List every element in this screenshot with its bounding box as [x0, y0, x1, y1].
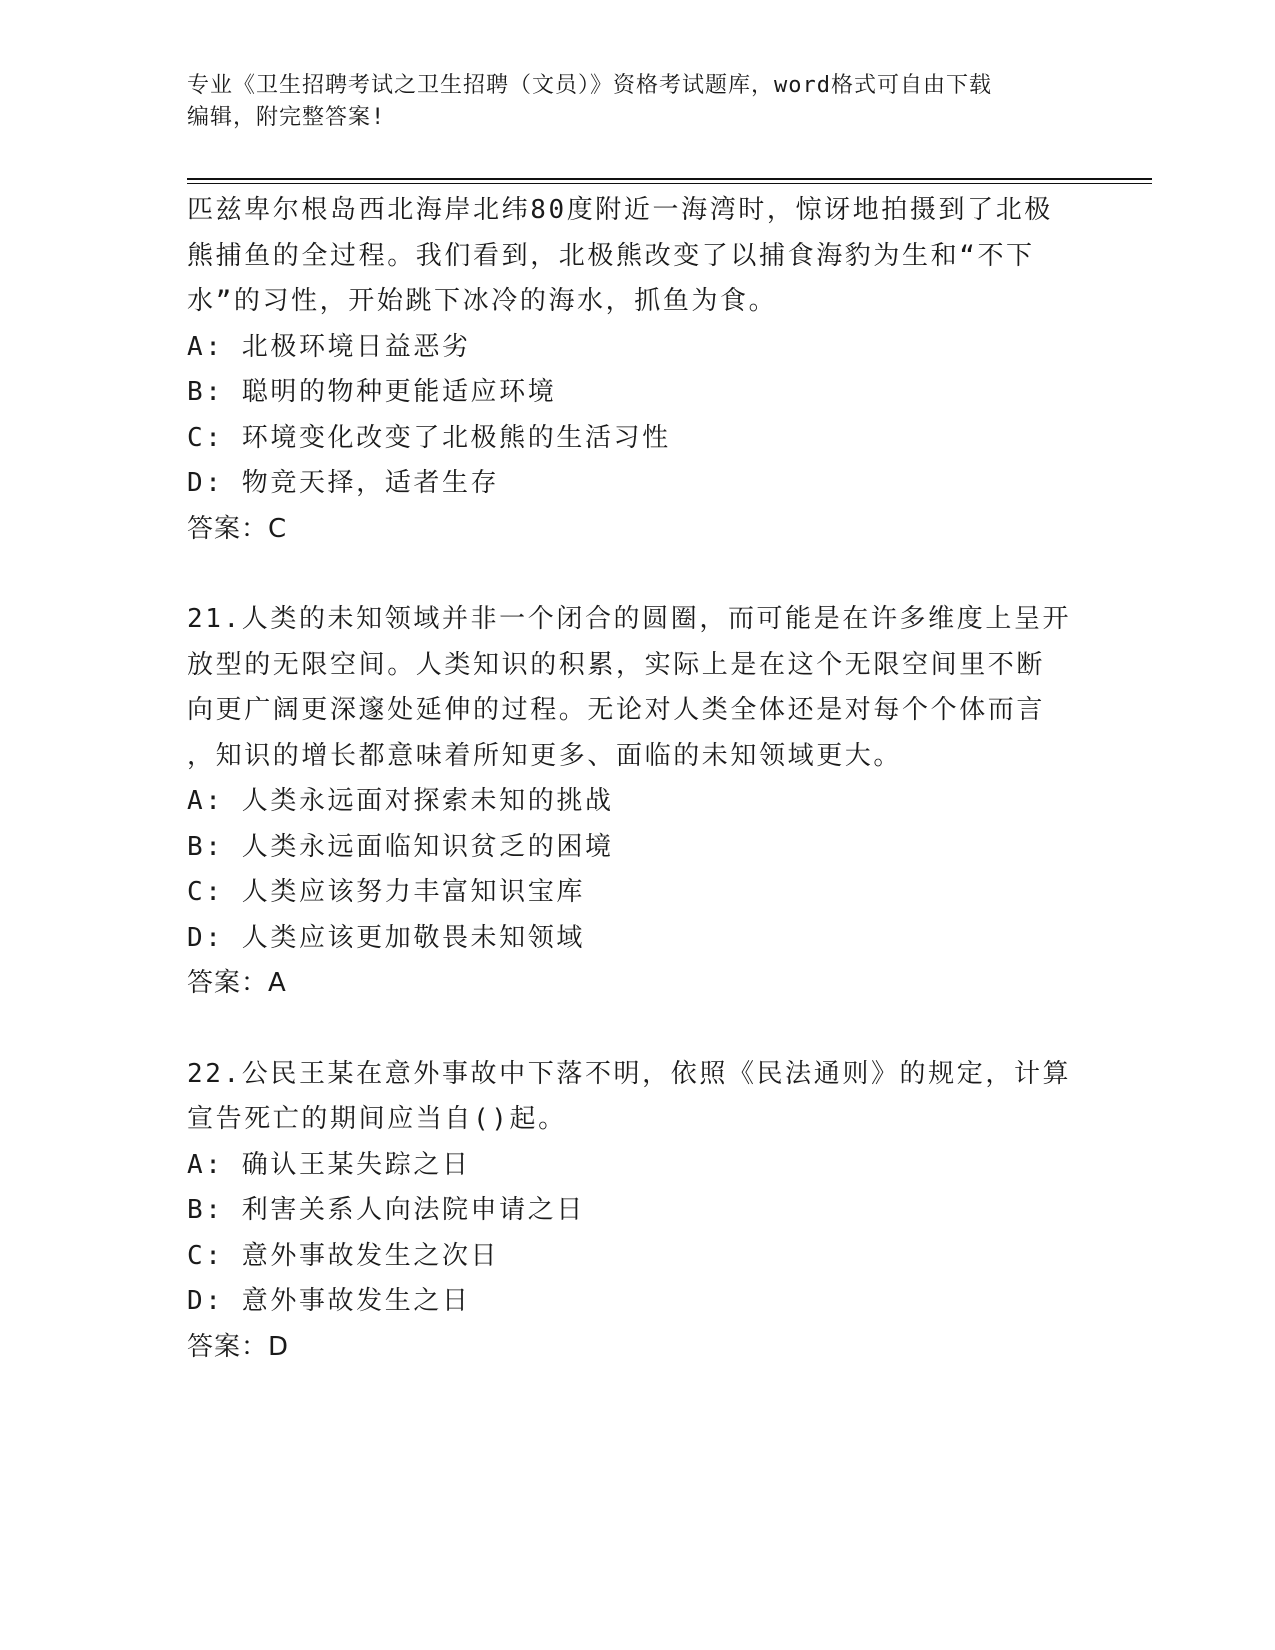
answer-line: 答案：D	[187, 1331, 290, 1362]
option-b: B: 聪明的物种更能适应环境	[187, 377, 557, 407]
question-block	[187, 188, 1077, 552]
option-a: A: 人类永远面对探索未知的挑战	[187, 786, 614, 816]
option-b: B: 利害关系人向法院申请之日	[187, 1195, 585, 1225]
option-d: D: 人类应该更加敬畏未知领域	[187, 922, 585, 953]
header-divider-thick	[187, 178, 1152, 180]
option-d: D: 意外事故发生之日	[187, 1286, 471, 1316]
question-text-line: ，知识的增长都意味着所知更多、面临的未知领域更大。	[187, 740, 903, 771]
question-text-line: 熊捕鱼的全过程。我们看到，北极熊改变了以捕食海豹为生和“不下	[187, 240, 1035, 271]
option-a: A: 北极环境日益恶劣	[187, 331, 471, 362]
question-text-line: 21.人类的未知领域并非一个闭合的圆圈，而可能是在许多维度上呈开	[187, 604, 1072, 634]
document-header	[187, 70, 1067, 134]
question-text-line: 匹兹卑尔根岛西北海岸北纬80度附近一海湾时，惊讶地拍摄到了北极	[187, 195, 1053, 225]
answer-line: 答案：C	[187, 513, 288, 544]
option-c: C: 人类应该努力丰富知识宝库	[187, 877, 585, 907]
header-line-2: 编辑，附完整答案!	[187, 105, 386, 130]
option-a: A: 确认王某失踪之日	[187, 1149, 471, 1180]
option-d: D: 物竞天择，适者生存	[187, 468, 500, 498]
question-block	[187, 597, 1077, 1007]
option-c: C: 环境变化改变了北极熊的生活习性	[187, 422, 671, 453]
question-text-line: 放型的无限空间。人类知识的积累，实际上是在这个无限空间里不断	[187, 649, 1046, 680]
header-line-1: 专业《卫生招聘考试之卫生招聘（文员）》资格考试题库，word格式可自由下载	[187, 73, 992, 98]
question-block	[187, 1052, 1077, 1371]
question-spacer	[187, 552, 1077, 597]
question-text-line: 22.公民王某在意外事故中下落不明，依照《民法通则》的规定，计算	[187, 1058, 1072, 1089]
question-spacer	[187, 1007, 1077, 1052]
option-c: C: 意外事故发生之次日	[187, 1240, 500, 1271]
header-divider-thin	[187, 183, 1152, 184]
question-list	[187, 188, 1077, 1370]
answer-line: 答案：A	[187, 968, 287, 998]
question-text-line: 水”的习性，开始跳下冰冷的海水，抓鱼为食。	[187, 286, 778, 316]
question-text-line: 宣告死亡的期间应当自()起。	[187, 1104, 567, 1134]
question-text-line: 向更广阔更深邃处延伸的过程。无论对人类全体还是对每个个体而言	[187, 695, 1046, 725]
option-b: B: 人类永远面临知识贫乏的困境	[187, 831, 614, 862]
